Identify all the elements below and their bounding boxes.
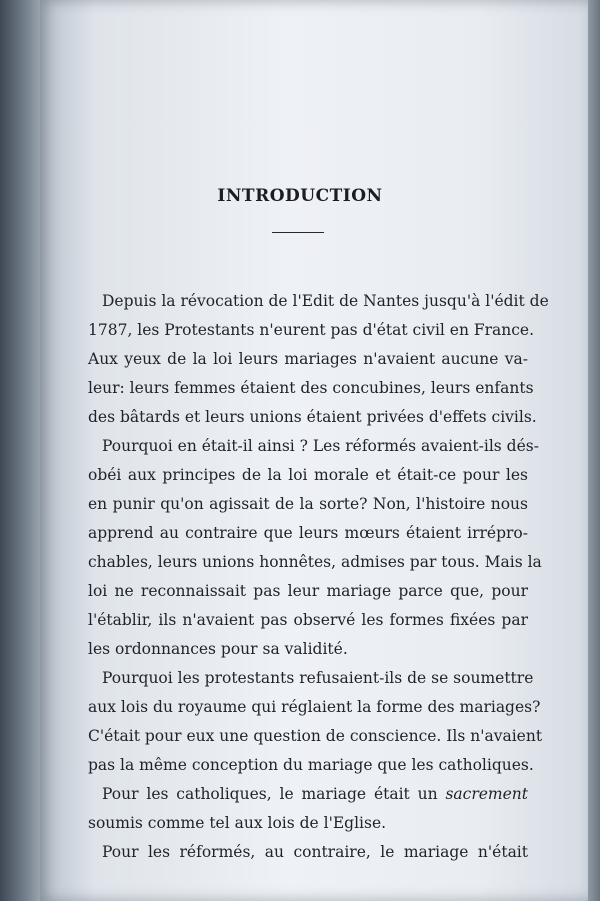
text-line xyxy=(88,669,534,687)
page-edge xyxy=(588,0,600,901)
text-line-content: Pour les réformés, au contraire, le mariage n'était xyxy=(102,843,528,861)
chapter-title: INTRODUCTION xyxy=(217,186,383,206)
text-line xyxy=(88,787,528,803)
text-line xyxy=(88,437,539,455)
text-line xyxy=(88,642,528,658)
text-line-content: pas la même conception du mariage que les catholiques. xyxy=(88,756,534,774)
text-line-content: Pour les catholiques, le mariage était un xyxy=(102,785,446,803)
text-line-content: l'établir, ils n'avaient pas observé les formes fixées par xyxy=(88,611,528,629)
text-line-content: 1787, les Protestants n'eurent pas d'état civil en France. xyxy=(88,321,535,339)
text-line-content: aux lois du royaume qui réglaient la forme des mariages? xyxy=(88,698,541,716)
text-line xyxy=(88,613,528,629)
text-line xyxy=(88,698,541,716)
text-line xyxy=(88,756,534,774)
text-line xyxy=(88,497,528,513)
text-line xyxy=(88,352,528,368)
text-line xyxy=(88,321,535,339)
text-line-content: soumis comme tel aux lois de l'Eglise. xyxy=(88,814,387,832)
text-line xyxy=(88,727,543,745)
text-line xyxy=(88,468,528,484)
emphasis-word: sacrement xyxy=(445,785,528,803)
book-gutter xyxy=(0,0,40,901)
text-line-content: Pourquoi en était-il ainsi ? Les réformés avaient-ils dés- xyxy=(102,437,539,455)
text-line-content: en punir qu'on agissait de la sorte? Non, l'histoire nous xyxy=(88,495,528,513)
text-line-content: C'était pour eux une question de conscience. Ils n'avaient xyxy=(88,727,543,745)
text-line-content: leur: leurs femmes étaient des concubines, leurs enfants xyxy=(88,379,534,397)
text-line-content: loi ne reconnaissait pas leur mariage parce que, pour xyxy=(88,582,528,600)
text-line xyxy=(88,379,534,397)
text-line xyxy=(88,584,528,600)
text-line-content: Aux yeux de la loi leurs mariages n'avaient aucune va- xyxy=(88,350,528,368)
text-line-content: apprend au contraire que leurs mœurs étaient irrépro- xyxy=(88,524,528,542)
text-line-content: les ordonnances pour sa validité. xyxy=(88,640,348,658)
text-line-content: Depuis la révocation de l'Edit de Nantes jusqu'à l'édit de xyxy=(102,292,549,310)
text-line xyxy=(88,408,537,426)
text-line xyxy=(88,292,549,310)
text-line-content: Pourquoi les protestants refusaient-ils de se soumettre xyxy=(102,669,534,687)
text-line xyxy=(88,526,528,542)
text-line-content: chables, leurs unions honnêtes, admises par tous. Mais la xyxy=(88,553,542,571)
text-line xyxy=(88,553,542,571)
text-line xyxy=(88,845,528,861)
text-line-content: des bâtards et leurs unions étaient privées d'effets civils. xyxy=(88,408,537,426)
title-rule xyxy=(272,232,324,233)
text-line-content: obéi aux principes de la loi morale et était-ce pour les xyxy=(88,466,528,484)
text-line xyxy=(88,816,528,832)
